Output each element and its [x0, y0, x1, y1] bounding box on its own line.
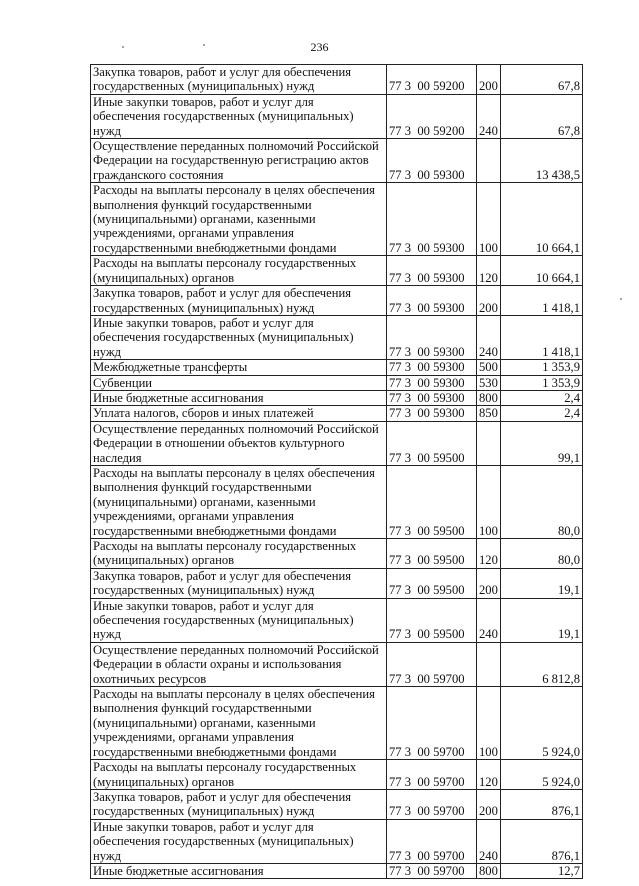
row-name-cell: Межбюджетные трансферты	[91, 360, 387, 375]
row-name-cell: Расходы на выплаты персоналу государственных (муниципальных) органов	[91, 539, 387, 569]
row-target-code-cell: 77 3 00 59300	[387, 286, 477, 316]
table-row	[91, 360, 583, 375]
table-row	[91, 94, 583, 138]
row-expense-type-cell: 800	[477, 863, 501, 878]
row-name-cell: Иные бюджетные ассигнования	[91, 863, 387, 878]
row-amount-cell: 80,0	[501, 539, 583, 569]
row-expense-type-cell: 100	[477, 465, 501, 538]
table-row	[91, 789, 583, 819]
row-amount-cell: 2,4	[501, 406, 583, 421]
row-amount-cell: 1 418,1	[501, 286, 583, 316]
row-amount-cell: 19,1	[501, 568, 583, 598]
row-target-code-cell: 77 3 00 59500	[387, 568, 477, 598]
table-row	[91, 863, 583, 878]
table-row	[91, 819, 583, 863]
row-target-code-cell: 77 3 00 59500	[387, 598, 477, 642]
row-name-cell: Иные закупки товаров, работ и услуг для обеспечения государственных (муниципальных) нужд	[91, 315, 387, 359]
row-name-cell: Расходы на выплаты персоналу государственных (муниципальных) органов	[91, 256, 387, 286]
row-expense-type-cell: 240	[477, 94, 501, 138]
table-row	[91, 687, 583, 760]
row-expense-type-cell: 100	[477, 183, 501, 256]
table-row	[91, 286, 583, 316]
row-amount-cell: 1 418,1	[501, 315, 583, 359]
row-target-code-cell: 77 3 00 59200	[387, 65, 477, 95]
row-target-code-cell: 77 3 00 59300	[387, 375, 477, 390]
row-name-cell: Закупка товаров, работ и услуг для обеспечения государственных (муниципальных) нужд	[91, 789, 387, 819]
row-amount-cell: 1 353,9	[501, 375, 583, 390]
row-amount-cell: 10 664,1	[501, 183, 583, 256]
table-row	[91, 539, 583, 569]
row-expense-type-cell: 120	[477, 760, 501, 790]
row-name-cell: Закупка товаров, работ и услуг для обеспечения государственных (муниципальных) нужд	[91, 65, 387, 95]
row-amount-cell: 67,8	[501, 94, 583, 138]
row-name-cell: Закупка товаров, работ и услуг для обеспечения государственных (муниципальных) нужд	[91, 568, 387, 598]
row-amount-cell: 1 353,9	[501, 360, 583, 375]
row-amount-cell: 10 664,1	[501, 256, 583, 286]
row-target-code-cell: 77 3 00 59700	[387, 687, 477, 760]
row-name-cell: Расходы на выплаты персоналу в целях обеспечения выполнения функций государственными (муниципальными) органами, казенными учреждениями, органами управления государственными внебюджетными фондами	[91, 465, 387, 538]
row-target-code-cell: 77 3 00 59300	[387, 139, 477, 183]
row-target-code-cell: 77 3 00 59300	[387, 360, 477, 375]
row-target-code-cell: 77 3 00 59500	[387, 539, 477, 569]
row-expense-type-cell: 200	[477, 286, 501, 316]
row-amount-cell: 876,1	[501, 789, 583, 819]
table-row	[91, 375, 583, 390]
row-target-code-cell: 77 3 00 59700	[387, 819, 477, 863]
row-expense-type-cell: 530	[477, 375, 501, 390]
row-target-code-cell: 77 3 00 59700	[387, 642, 477, 686]
row-name-cell: Расходы на выплаты персоналу в целях обеспечения выполнения функций государственными (муниципальными) органами, казенными учреждениями, органами управления государственными внебюджетными фондами	[91, 687, 387, 760]
row-amount-cell: 12,7	[501, 863, 583, 878]
row-amount-cell: 6 812,8	[501, 642, 583, 686]
row-target-code-cell: 77 3 00 59300	[387, 183, 477, 256]
row-expense-type-cell	[477, 642, 501, 686]
row-target-code-cell: 77 3 00 59200	[387, 94, 477, 138]
row-target-code-cell: 77 3 00 59300	[387, 315, 477, 359]
table-row	[91, 568, 583, 598]
row-amount-cell: 5 924,0	[501, 687, 583, 760]
table-row	[91, 598, 583, 642]
row-name-cell: Расходы на выплаты персоналу в целях обеспечения выполнения функций государственными (муниципальными) органами, казенными учреждениями, органами управления государственными внебюджетными фондами	[91, 183, 387, 256]
row-name-cell: Расходы на выплаты персоналу государственных (муниципальных) органов	[91, 760, 387, 790]
row-expense-type-cell: 240	[477, 819, 501, 863]
table-row	[91, 642, 583, 686]
row-amount-cell: 876,1	[501, 819, 583, 863]
row-expense-type-cell: 200	[477, 65, 501, 95]
row-name-cell: Осуществление переданных полномочий Российской Федерации на государственную регистрацию актов гражданского состояния	[91, 139, 387, 183]
row-name-cell: Уплата налогов, сборов и иных платежей	[91, 406, 387, 421]
row-target-code-cell: 77 3 00 59700	[387, 789, 477, 819]
row-target-code-cell: 77 3 00 59300	[387, 390, 477, 405]
row-target-code-cell: 77 3 00 59300	[387, 256, 477, 286]
row-amount-cell: 13 438,5	[501, 139, 583, 183]
row-name-cell: Иные закупки товаров, работ и услуг для обеспечения государственных (муниципальных) нужд	[91, 94, 387, 138]
row-amount-cell: 19,1	[501, 598, 583, 642]
row-expense-type-cell: 200	[477, 568, 501, 598]
table-row	[91, 139, 583, 183]
row-amount-cell: 80,0	[501, 465, 583, 538]
row-amount-cell: 67,8	[501, 65, 583, 95]
row-name-cell: Осуществление переданных полномочий Российской Федерации в области охраны и использования охотничьих ресурсов	[91, 642, 387, 686]
row-expense-type-cell: 850	[477, 406, 501, 421]
row-name-cell: Субвенции	[91, 375, 387, 390]
table-row	[91, 183, 583, 256]
budget-table-body	[91, 65, 583, 879]
row-target-code-cell: 77 3 00 59300	[387, 406, 477, 421]
row-expense-type-cell: 500	[477, 360, 501, 375]
row-amount-cell: 99,1	[501, 421, 583, 465]
page-number: 236	[310, 40, 329, 54]
row-name-cell: Иные закупки товаров, работ и услуг для обеспечения государственных (муниципальных) нужд	[91, 819, 387, 863]
scan-speck	[203, 44, 205, 46]
row-target-code-cell: 77 3 00 59500	[387, 421, 477, 465]
table-row	[91, 65, 583, 95]
scan-speck	[122, 46, 124, 48]
row-expense-type-cell	[477, 421, 501, 465]
row-expense-type-cell	[477, 139, 501, 183]
row-amount-cell: 2,4	[501, 390, 583, 405]
row-expense-type-cell: 240	[477, 598, 501, 642]
row-expense-type-cell: 100	[477, 687, 501, 760]
budget-table	[90, 64, 583, 879]
row-name-cell: Иные бюджетные ассигнования	[91, 390, 387, 405]
row-target-code-cell: 77 3 00 59700	[387, 760, 477, 790]
row-expense-type-cell: 200	[477, 789, 501, 819]
row-target-code-cell: 77 3 00 59500	[387, 465, 477, 538]
table-row	[91, 390, 583, 405]
row-expense-type-cell: 120	[477, 539, 501, 569]
row-expense-type-cell: 800	[477, 390, 501, 405]
row-name-cell: Иные закупки товаров, работ и услуг для обеспечения государственных (муниципальных) нужд	[91, 598, 387, 642]
scan-speck	[620, 298, 622, 300]
row-amount-cell: 5 924,0	[501, 760, 583, 790]
row-name-cell: Осуществление переданных полномочий Российской Федерации в отношении объектов культурного наследия	[91, 421, 387, 465]
table-row	[91, 465, 583, 538]
table-row	[91, 406, 583, 421]
table-row	[91, 256, 583, 286]
table-row	[91, 760, 583, 790]
row-expense-type-cell: 120	[477, 256, 501, 286]
row-name-cell: Закупка товаров, работ и услуг для обеспечения государственных (муниципальных) нужд	[91, 286, 387, 316]
row-target-code-cell: 77 3 00 59700	[387, 863, 477, 878]
table-row	[91, 421, 583, 465]
table-row	[91, 315, 583, 359]
row-expense-type-cell: 240	[477, 315, 501, 359]
